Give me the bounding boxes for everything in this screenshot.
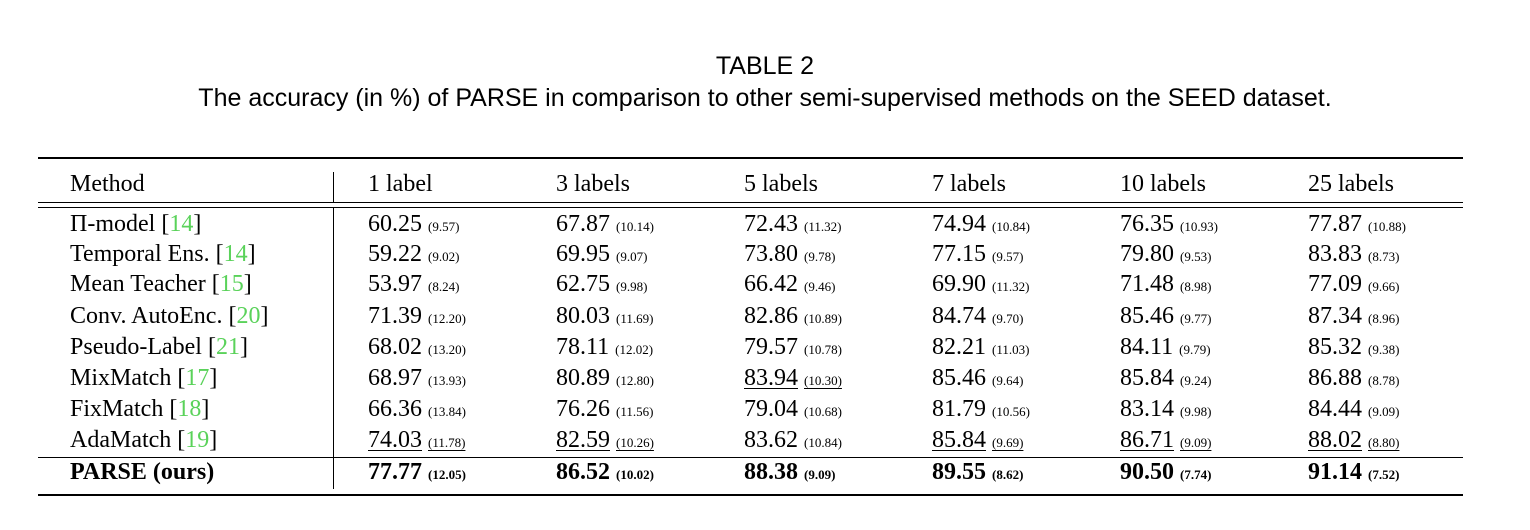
- accuracy-cell: [368, 426, 465, 457]
- accuracy-cell: [1120, 426, 1211, 457]
- method-name: Temporal Ens.: [70, 241, 210, 267]
- accuracy-cell: [1308, 210, 1406, 241]
- accuracy-value: 77.09: [1308, 271, 1362, 297]
- accuracy-cell: [556, 302, 653, 333]
- accuracy-value: 66.36: [368, 396, 422, 422]
- accuracy-cell: [744, 333, 842, 364]
- accuracy-cell: [744, 240, 835, 271]
- accuracy-cell: [744, 364, 842, 395]
- table-caption: The accuracy (in %) of PARSE in comparison to other semi-supervised methods on the SEED dataset.: [198, 84, 1332, 112]
- citation-open-bracket: [: [209, 241, 224, 267]
- accuracy-cell: [744, 210, 841, 241]
- accuracy-value: 76.35: [1120, 211, 1174, 237]
- accuracy-cell: [1308, 458, 1399, 489]
- accuracy-value: 82.59: [556, 427, 610, 453]
- accuracy-value: 69.90: [932, 271, 986, 297]
- accuracy-cell: [744, 302, 842, 333]
- accuracy-cell: [1120, 270, 1211, 301]
- std-value: (10.93): [1180, 219, 1218, 234]
- accuracy-value: 72.43: [744, 211, 798, 237]
- accuracy-cell: [556, 333, 653, 364]
- accuracy-cell: [932, 270, 1029, 301]
- std-value: (9.38): [1368, 342, 1400, 357]
- accuracy-cell: [932, 458, 1023, 489]
- accuracy-cell: [556, 395, 653, 426]
- citation-close-bracket: ]: [239, 334, 248, 360]
- citation-open-bracket: [: [171, 365, 186, 391]
- std-value: (11.32): [992, 279, 1030, 294]
- std-value: (10.26): [616, 435, 654, 450]
- std-value: (12.20): [428, 311, 466, 326]
- method-cell: [70, 395, 209, 423]
- accuracy-cell: [1120, 333, 1211, 364]
- std-value: (9.02): [428, 249, 460, 264]
- citation-open-bracket: [: [222, 303, 237, 329]
- citation-close-bracket: ]: [260, 303, 269, 329]
- citation-link[interactable]: 20: [236, 303, 261, 329]
- column-divider-body: [333, 208, 334, 489]
- std-value: (10.68): [804, 404, 842, 419]
- accuracy-value: 85.84: [1120, 365, 1174, 391]
- accuracy-cell: [932, 240, 1023, 271]
- method-cell: [70, 302, 268, 330]
- accuracy-value: 80.89: [556, 365, 610, 391]
- header-double-rule-bottom: [38, 207, 1463, 208]
- std-value: (10.14): [616, 219, 654, 234]
- accuracy-value: 79.04: [744, 396, 798, 422]
- std-value: (7.52): [1368, 467, 1400, 482]
- accuracy-cell: [556, 240, 647, 271]
- accuracy-value: 80.03: [556, 303, 610, 329]
- method-name: Mean Teacher: [70, 271, 206, 297]
- std-value: (8.78): [1368, 373, 1400, 388]
- bottom-rule: [38, 494, 1463, 496]
- column-header-5-labels: 5 labels: [744, 171, 818, 197]
- accuracy-cell: [1120, 395, 1211, 426]
- accuracy-cell: [1308, 333, 1399, 364]
- accuracy-cell: [1308, 302, 1399, 333]
- accuracy-value: 81.79: [932, 396, 986, 422]
- accuracy-cell: [932, 395, 1030, 426]
- accuracy-value: 85.46: [932, 365, 986, 391]
- accuracy-cell: [1308, 364, 1399, 395]
- citation-open-bracket: [: [163, 396, 178, 422]
- std-value: (9.09): [804, 467, 836, 482]
- column-header-10-labels: 10 labels: [1120, 171, 1206, 197]
- std-value: (11.32): [804, 219, 842, 234]
- std-value: (8.96): [1368, 311, 1400, 326]
- std-value: (9.46): [804, 279, 836, 294]
- accuracy-cell: [744, 426, 842, 457]
- accuracy-value: 91.14: [1308, 459, 1362, 485]
- accuracy-value: 83.62: [744, 427, 798, 453]
- std-value: (13.20): [428, 342, 466, 357]
- method-name: Π-model: [70, 211, 156, 237]
- accuracy-value: 59.22: [368, 241, 422, 267]
- accuracy-value: 86.88: [1308, 365, 1362, 391]
- std-value: (9.24): [1180, 373, 1212, 388]
- citation-close-bracket: ]: [193, 211, 202, 237]
- accuracy-cell: [368, 364, 466, 395]
- accuracy-value: 83.94: [744, 365, 798, 391]
- std-value: (10.56): [992, 404, 1030, 419]
- std-value: (10.30): [804, 373, 842, 388]
- accuracy-value: 77.87: [1308, 211, 1362, 237]
- accuracy-value: 89.55: [932, 459, 986, 485]
- accuracy-cell: [932, 426, 1023, 457]
- accuracy-cell: [556, 364, 654, 395]
- method-cell: [70, 333, 248, 361]
- accuracy-value: 90.50: [1120, 459, 1174, 485]
- accuracy-cell: [1120, 302, 1211, 333]
- std-value: (7.74): [1180, 467, 1212, 482]
- std-value: (10.84): [804, 435, 842, 450]
- accuracy-cell: [368, 210, 459, 241]
- method-cell: [70, 364, 217, 392]
- accuracy-value: 83.83: [1308, 241, 1362, 267]
- accuracy-cell: [1120, 458, 1211, 489]
- citation-close-bracket: ]: [243, 271, 252, 297]
- accuracy-cell: [556, 426, 654, 457]
- std-value: (11.69): [616, 311, 654, 326]
- accuracy-value: 74.94: [932, 211, 986, 237]
- accuracy-value: 74.03: [368, 427, 422, 453]
- accuracy-value: 60.25: [368, 211, 422, 237]
- table-label: TABLE 2: [715, 52, 815, 80]
- column-header-3-labels: 3 labels: [556, 171, 630, 197]
- citation-close-bracket: ]: [201, 396, 210, 422]
- std-value: (13.84): [428, 404, 466, 419]
- accuracy-value: 82.86: [744, 303, 798, 329]
- method-cell: [70, 426, 217, 454]
- std-value: (9.98): [1180, 404, 1212, 419]
- std-value: (12.05): [428, 467, 466, 482]
- std-value: (9.53): [1180, 249, 1212, 264]
- accuracy-cell: [556, 458, 654, 489]
- std-value: (11.78): [428, 435, 466, 450]
- accuracy-cell: [556, 210, 654, 241]
- std-value: (12.80): [616, 373, 654, 388]
- citation-close-bracket: ]: [247, 241, 256, 267]
- method-cell: [70, 210, 201, 238]
- accuracy-cell: [932, 210, 1030, 241]
- std-value: (9.70): [992, 311, 1024, 326]
- accuracy-value: 73.80: [744, 241, 798, 267]
- accuracy-value: 71.39: [368, 303, 422, 329]
- column-header-method: Method: [70, 171, 145, 197]
- std-value: (11.56): [616, 404, 654, 419]
- std-value: (9.64): [992, 373, 1024, 388]
- std-value: (10.02): [616, 467, 654, 482]
- accuracy-cell: [1308, 395, 1399, 426]
- accuracy-cell: [744, 270, 835, 301]
- std-value: (9.57): [428, 219, 460, 234]
- citation-open-bracket: [: [155, 211, 170, 237]
- std-value: (10.78): [804, 342, 842, 357]
- method-cell: [70, 270, 252, 298]
- std-value: (10.89): [804, 311, 842, 326]
- std-value: (8.98): [1180, 279, 1212, 294]
- method-cell: [70, 240, 256, 268]
- accuracy-value: 77.77: [368, 459, 422, 485]
- header-double-rule-top: [38, 202, 1463, 203]
- accuracy-value: 69.95: [556, 241, 610, 267]
- accuracy-value: 77.15: [932, 241, 986, 267]
- std-value: (9.69): [992, 435, 1024, 450]
- citation-close-bracket: ]: [209, 365, 218, 391]
- accuracy-cell: [368, 240, 459, 271]
- accuracy-cell: [932, 364, 1023, 395]
- method-cell: [70, 458, 214, 486]
- method-name: AdaMatch: [70, 427, 172, 453]
- std-value: (11.03): [992, 342, 1030, 357]
- accuracy-cell: [744, 395, 842, 426]
- citation-link[interactable]: 17: [185, 365, 210, 391]
- std-value: (9.66): [1368, 279, 1400, 294]
- accuracy-cell: [1120, 210, 1218, 241]
- std-value: (9.09): [1368, 404, 1400, 419]
- std-value: (10.84): [992, 219, 1030, 234]
- accuracy-value: 76.26: [556, 396, 610, 422]
- std-value: (9.07): [616, 249, 648, 264]
- accuracy-value: 66.42: [744, 271, 798, 297]
- citation-link[interactable]: 14: [223, 241, 248, 267]
- accuracy-cell: [1308, 270, 1399, 301]
- std-value: (8.24): [428, 279, 460, 294]
- std-value: (10.88): [1368, 219, 1406, 234]
- accuracy-cell: [1120, 364, 1211, 395]
- accuracy-value: 79.80: [1120, 241, 1174, 267]
- accuracy-cell: [1308, 240, 1399, 271]
- accuracy-value: 68.97: [368, 365, 422, 391]
- accuracy-value: 68.02: [368, 334, 422, 360]
- accuracy-value: 71.48: [1120, 271, 1174, 297]
- std-value: (8.73): [1368, 249, 1400, 264]
- accuracy-value: 83.14: [1120, 396, 1174, 422]
- accuracy-value: 67.87: [556, 211, 610, 237]
- column-header-25-labels: 25 labels: [1308, 171, 1394, 197]
- std-value: (9.57): [992, 249, 1024, 264]
- citation-open-bracket: [: [171, 427, 186, 453]
- method-name: PARSE (ours): [70, 459, 215, 485]
- column-divider-header: [333, 172, 334, 202]
- std-value: (9.09): [1180, 435, 1212, 450]
- accuracy-cell: [932, 333, 1029, 364]
- citation-link[interactable]: 14: [169, 211, 194, 237]
- std-value: (8.80): [1368, 435, 1400, 450]
- top-rule: [38, 157, 1463, 159]
- accuracy-value: 84.11: [1120, 334, 1174, 360]
- citation-open-bracket: [: [205, 271, 220, 297]
- std-value: (9.77): [1180, 311, 1212, 326]
- accuracy-value: 85.84: [932, 427, 986, 453]
- accuracy-value: 86.52: [556, 459, 610, 485]
- std-value: (12.02): [615, 342, 654, 357]
- citation-link[interactable]: 15: [219, 271, 244, 297]
- accuracy-value: 78.11: [556, 334, 610, 360]
- accuracy-value: 82.21: [932, 334, 986, 360]
- accuracy-cell: [368, 302, 466, 333]
- accuracy-cell: [368, 270, 459, 301]
- accuracy-cell: [744, 458, 835, 489]
- std-value: (9.78): [804, 249, 836, 264]
- accuracy-value: 79.57: [744, 334, 798, 360]
- std-value: (9.79): [1179, 342, 1211, 357]
- accuracy-value: 85.32: [1308, 334, 1362, 360]
- accuracy-cell: [1120, 240, 1211, 271]
- citation-open-bracket: [: [201, 334, 216, 360]
- citation-link[interactable]: 18: [177, 396, 202, 422]
- accuracy-value: 86.71: [1120, 427, 1174, 453]
- accuracy-cell: [556, 270, 647, 301]
- citation-link[interactable]: 19: [185, 427, 210, 453]
- method-name: MixMatch: [70, 365, 172, 391]
- accuracy-value: 88.38: [744, 459, 798, 485]
- citation-link[interactable]: 21: [215, 334, 240, 360]
- accuracy-value: 87.34: [1308, 303, 1362, 329]
- accuracy-cell: [368, 395, 466, 426]
- method-name: FixMatch: [70, 396, 164, 422]
- std-value: (9.98): [616, 279, 648, 294]
- accuracy-cell: [932, 302, 1023, 333]
- accuracy-value: 53.97: [368, 271, 422, 297]
- accuracy-value: 88.02: [1308, 427, 1362, 453]
- citation-close-bracket: ]: [209, 427, 218, 453]
- column-header-7-labels: 7 labels: [932, 171, 1006, 197]
- accuracy-cell: [368, 458, 466, 489]
- method-name: Conv. AutoEnc.: [70, 303, 223, 329]
- accuracy-value: 85.46: [1120, 303, 1174, 329]
- std-value: (8.62): [992, 467, 1024, 482]
- method-name: Pseudo-Label: [70, 334, 202, 360]
- accuracy-cell: [368, 333, 466, 364]
- column-header-1-label: 1 label: [368, 171, 433, 197]
- accuracy-value: 84.74: [932, 303, 986, 329]
- accuracy-cell: [1308, 426, 1399, 457]
- accuracy-value: 84.44: [1308, 396, 1362, 422]
- std-value: (13.93): [428, 373, 466, 388]
- accuracy-value: 62.75: [556, 271, 610, 297]
